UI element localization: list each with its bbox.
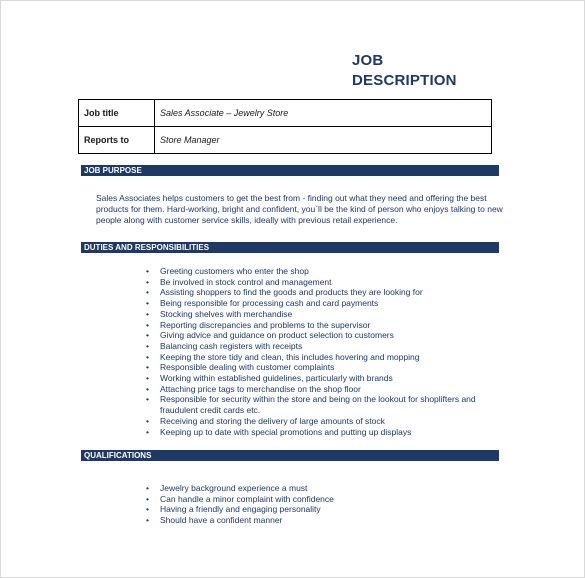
- list-item-text: Giving advice and guidance on product selection to customers: [160, 330, 394, 341]
- table-row: [79, 100, 492, 127]
- bullet-icon: •: [146, 415, 149, 426]
- bullet-icon: •: [146, 287, 149, 298]
- list-item-text: Stocking shelves with merchandise: [160, 308, 293, 319]
- bullet-icon: •: [146, 362, 149, 373]
- list-item: [146, 384, 506, 395]
- list-item-text: Can handle a minor complaint with confidence: [160, 493, 334, 504]
- list-item: [146, 287, 506, 298]
- bullet-icon: •: [146, 266, 149, 276]
- list-item: [146, 362, 506, 373]
- job-info-table: [78, 99, 492, 154]
- list-item: [146, 416, 506, 427]
- title-line-2: DESCRIPTION: [352, 72, 457, 89]
- title-line-1: JOB: [352, 52, 384, 69]
- bullet-icon: •: [146, 483, 149, 493]
- bullet-icon: •: [146, 394, 149, 405]
- duties-heading: DUTIES AND RESPONSIBILITIES: [81, 242, 499, 253]
- document-title: [352, 51, 457, 91]
- list-item: [146, 373, 506, 384]
- list-item: [146, 494, 506, 505]
- list-item: [146, 320, 506, 331]
- bullet-icon: •: [146, 426, 149, 437]
- list-item: [146, 352, 506, 363]
- list-item: [146, 309, 506, 320]
- job-title-label: Job title: [79, 100, 155, 127]
- qualifications-list: [146, 483, 506, 526]
- list-item: [146, 504, 506, 515]
- list-item-text: Attaching price tags to merchandise on the shop floor: [160, 383, 361, 394]
- bullet-icon: •: [146, 493, 149, 504]
- bullet-icon: •: [146, 351, 149, 362]
- list-item: [146, 266, 506, 277]
- list-item: [146, 483, 506, 494]
- list-item-text: Assisting shoppers to find the goods and products they are looking for: [160, 287, 423, 298]
- list-item-text: Be involved in stock control and management: [160, 276, 332, 287]
- duties-list: [146, 266, 506, 437]
- list-item-text: Balancing cash registers with receipts: [160, 340, 303, 351]
- bullet-icon: •: [146, 383, 149, 394]
- job-purpose-text: Sales Associates helps customers to get the best from - finding out what they need and offering the best products for them. Hard-working, bright and confident, you`ll be the kind of person who enjoys talking to new people along with customer service skills, ideally with previous retail experience.: [96, 193, 503, 225]
- list-item: [146, 394, 506, 415]
- list-item-text: Jewelry background experience a must: [160, 483, 308, 493]
- bullet-icon: •: [146, 319, 149, 330]
- list-item-text: Being responsible for processing cash and card payments: [160, 298, 379, 309]
- job-purpose-heading: JOB PURPOSE: [81, 165, 499, 176]
- list-item-text: Receiving and storing the delivery of large amounts of stock: [160, 415, 385, 426]
- bullet-icon: •: [146, 515, 149, 526]
- bullet-icon: •: [146, 298, 149, 309]
- list-item-text: Responsible dealing with customer complaints: [160, 362, 335, 373]
- list-item-text: Having a friendly and engaging personality: [160, 504, 321, 515]
- list-item: [146, 330, 506, 341]
- table-row: [79, 127, 492, 154]
- reports-to-value: Store Manager: [155, 127, 492, 154]
- list-item: [146, 427, 506, 438]
- bullet-icon: •: [146, 330, 149, 341]
- list-item-text: Working within established guidelines, particularly with brands: [160, 373, 393, 384]
- list-item: [146, 298, 506, 309]
- list-item-text: Keeping up to date with special promotions and putting up displays: [160, 426, 412, 437]
- list-item-text: Reporting discrepancies and problems to the supervisor: [160, 319, 371, 330]
- job-title-value: Sales Associate – Jewelry Store: [155, 100, 492, 127]
- bullet-icon: •: [146, 276, 149, 287]
- list-item-text: Should have a confident manner: [160, 515, 283, 526]
- bullet-icon: •: [146, 308, 149, 319]
- bullet-icon: •: [146, 504, 149, 515]
- reports-to-label: Reports to: [79, 127, 155, 154]
- list-item-text: Responsible for security within the store and being on the lookout for shoplifters and fraudulent credit cards etc.: [160, 394, 476, 416]
- qualifications-heading: QUALIFICATIONS: [81, 450, 499, 461]
- list-item: [146, 341, 506, 352]
- bullet-icon: •: [146, 373, 149, 384]
- bullet-icon: •: [146, 340, 149, 351]
- list-item-text: Greeting customers who enter the shop: [160, 266, 309, 276]
- list-item: [146, 515, 506, 526]
- list-item: [146, 277, 506, 288]
- list-item-text: Keeping the store tidy and clean, this includes hovering and mopping: [160, 351, 420, 362]
